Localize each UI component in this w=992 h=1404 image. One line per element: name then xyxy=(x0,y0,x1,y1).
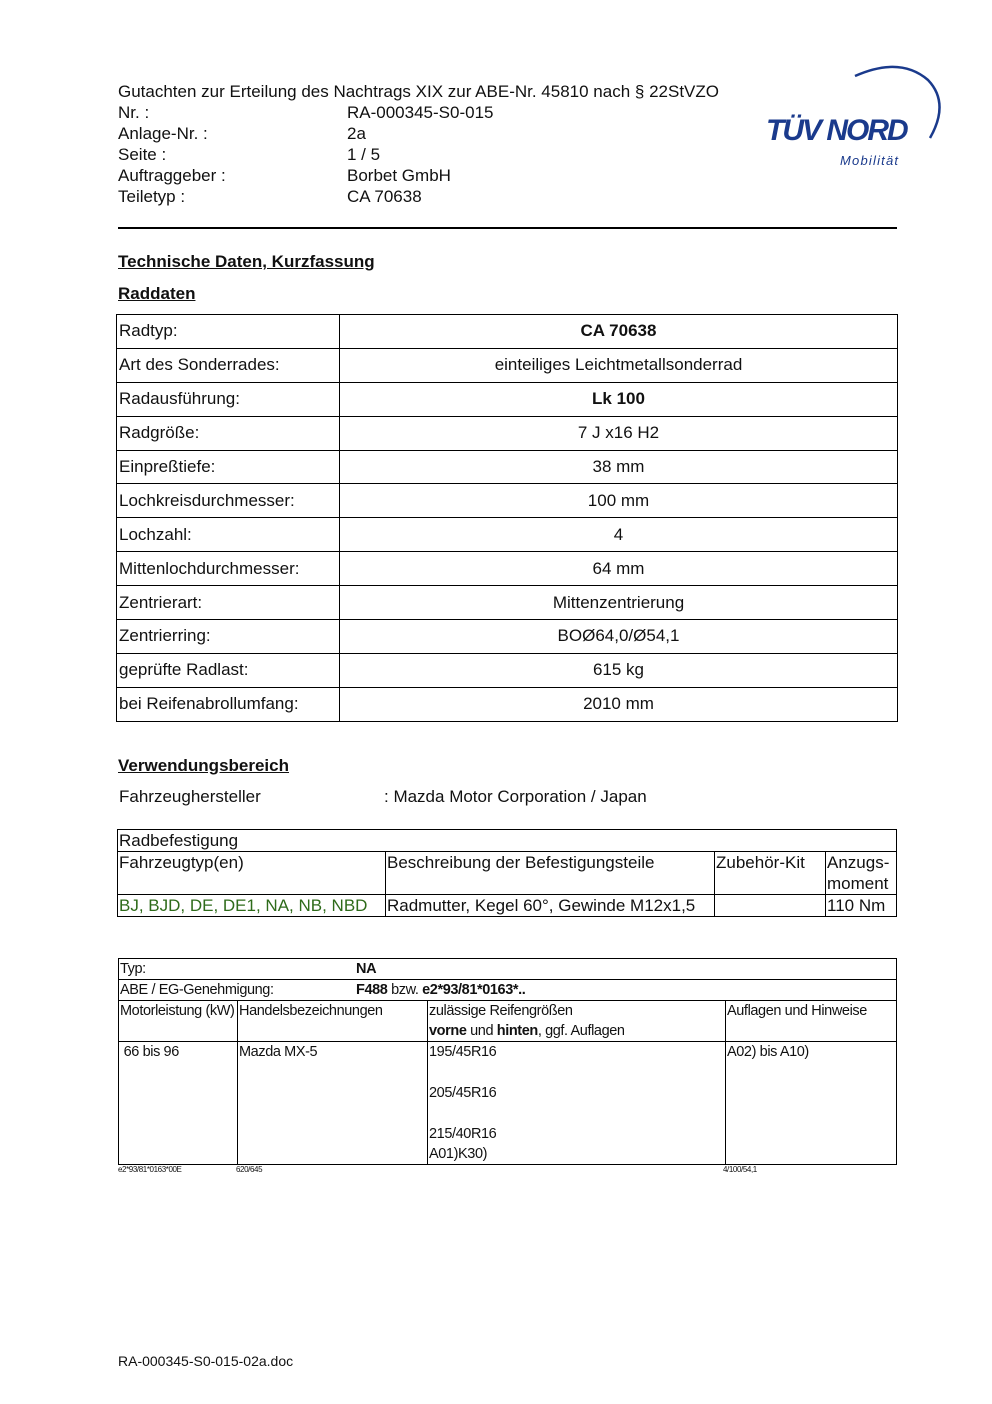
table-row xyxy=(117,518,898,552)
table-row xyxy=(118,895,897,917)
raddaten-value: Lk 100 xyxy=(340,382,898,416)
raddaten-label: Zentrierring: xyxy=(117,620,340,654)
raddaten-table xyxy=(116,314,898,722)
raddaten-label: Radausführung: xyxy=(117,382,340,416)
table-row xyxy=(117,382,898,416)
header-beschreibung: Beschreibung der Befestigungsteile xyxy=(386,852,715,895)
table-row xyxy=(119,1042,897,1165)
cell-motorleistung: 66 bis 96 xyxy=(119,1042,238,1165)
abe-value-eg: e2*93/81*0163*.. xyxy=(422,982,526,998)
raddaten-value: 4 xyxy=(340,518,898,552)
table-row xyxy=(119,959,897,980)
abe-value-mid: bzw. xyxy=(387,982,423,998)
header-auflagen: Auflagen und Hinweise xyxy=(726,1001,897,1042)
header-reifengroessen xyxy=(428,1001,726,1042)
reifen-size: 215/40R16 xyxy=(429,1126,497,1142)
header-divider xyxy=(118,227,897,229)
raddaten-label: Radgröße: xyxy=(117,416,340,450)
raddaten-value: BOØ64,0/Ø54,1 xyxy=(340,620,898,654)
radbefestigung-table xyxy=(117,829,897,917)
field-label-auftraggeber: Auftraggeber : xyxy=(118,166,226,185)
raddaten-label: Art des Sonderrades: xyxy=(117,348,340,382)
cell-zubehoer xyxy=(715,895,826,917)
raddaten-label: Zentrierart: xyxy=(117,586,340,620)
reifen-size: 205/45R16 xyxy=(429,1085,497,1101)
table-row xyxy=(117,315,898,349)
raddaten-value: 2010 mm xyxy=(340,687,898,721)
raddaten-value: 7 J x16 H2 xyxy=(340,416,898,450)
raddaten-value: CA 70638 xyxy=(340,315,898,349)
typ-row xyxy=(119,959,897,980)
raddaten-value: 100 mm xyxy=(340,484,898,518)
table-row xyxy=(117,653,898,687)
logo-brand-text: TÜV NORD xyxy=(766,114,907,147)
typ-value: NA xyxy=(356,961,377,977)
section-title: Technische Daten, Kurzfassung xyxy=(118,252,375,271)
reifen-size: 195/45R16 xyxy=(429,1044,497,1060)
table-row xyxy=(119,980,897,1001)
tuv-nord-logo xyxy=(760,58,945,173)
cell-anzugsmoment: 110 Nm xyxy=(826,895,897,917)
field-value-auftraggeber: Borbet GmbH xyxy=(347,166,451,185)
table-row xyxy=(117,586,898,620)
befestigung-title: Radbefestigung xyxy=(118,830,897,852)
field-label-seite: Seite : xyxy=(118,145,167,164)
reifen-auflagen: , ggf. Auflagen xyxy=(537,1023,625,1039)
hersteller-value: : Mazda Motor Corporation / Japan xyxy=(384,787,647,806)
field-value-seite: 1 / 5 xyxy=(347,145,381,164)
raddaten-value: 64 mm xyxy=(340,552,898,586)
abe-label: ABE / EG-Genehmigung: xyxy=(120,982,274,998)
header-zubehoer: Zubehör-Kit xyxy=(715,852,826,895)
abe-value-f488: F488 xyxy=(356,982,388,998)
raddaten-label: Einpreßtiefe: xyxy=(117,450,340,484)
verwendung-title: Verwendungsbereich xyxy=(118,756,289,775)
table-row xyxy=(117,552,898,586)
logo-sub-text: Mobilität xyxy=(840,153,900,168)
reifen-header-line2 xyxy=(429,1021,724,1041)
reifen-hinten: hinten xyxy=(496,1023,538,1039)
header-anzugsmoment: Anzugs-moment xyxy=(826,852,897,895)
table-row xyxy=(117,450,898,484)
raddaten-value: 38 mm xyxy=(340,450,898,484)
field-label-nr: Nr. : xyxy=(118,103,150,122)
table-row xyxy=(117,484,898,518)
logo-arc-icon xyxy=(760,58,945,173)
reifen-extra: A01)K30) xyxy=(429,1146,488,1162)
raddaten-label: Lochzahl: xyxy=(117,518,340,552)
header-handelsbezeichnungen: Handelsbezeichnungen xyxy=(238,1001,428,1042)
field-value-nr: RA-000345-S0-015 xyxy=(347,103,494,122)
table-row xyxy=(117,687,898,721)
footer-filename: RA-000345-S0-015-02a.doc xyxy=(118,1353,294,1369)
cell-handelsbezeichnung: Mazda MX-5 xyxy=(238,1042,428,1165)
hersteller-label: Fahrzeughersteller xyxy=(119,787,261,806)
raddaten-label: Mittenlochdurchmesser: xyxy=(117,552,340,586)
raddaten-label: geprüfte Radlast: xyxy=(117,653,340,687)
raddaten-label: Lochkreisdurchmesser: xyxy=(117,484,340,518)
header-motorleistung: Motorleistung (kW) xyxy=(119,1001,238,1042)
table-row xyxy=(117,348,898,382)
field-label-anlage: Anlage-Nr. : xyxy=(118,124,208,143)
typ-table xyxy=(118,958,897,1165)
abe-row xyxy=(119,980,897,1001)
reifen-vorne: vorne xyxy=(429,1023,467,1039)
raddaten-value: einteiliges Leichtmetallsonderrad xyxy=(340,348,898,382)
footnote-dims: 620/645 xyxy=(236,1165,263,1174)
field-value-teiletyp: CA 70638 xyxy=(347,187,422,206)
cell-reifen xyxy=(428,1042,726,1165)
field-label-teiletyp: Teiletyp : xyxy=(118,187,186,206)
field-value-anlage: 2a xyxy=(347,124,366,143)
table-row xyxy=(119,1001,897,1042)
reifen-header-line1: zulässige Reifengrößen xyxy=(429,1003,573,1019)
raddaten-title: Raddaten xyxy=(118,284,196,303)
header-fahrzeugtyp: Fahrzeugtyp(en) xyxy=(118,852,386,895)
table-row xyxy=(118,852,897,895)
raddaten-label: Radtyp: xyxy=(117,315,340,349)
table-row xyxy=(117,620,898,654)
footnote-eg: e2*93/81*0163*00E xyxy=(118,1165,182,1174)
reifen-und: und xyxy=(466,1023,497,1039)
cell-fahrzeugtypen: BJ, BJD, DE, DE1, NA, NB, NBD xyxy=(118,895,386,917)
raddaten-value: Mittenzentrierung xyxy=(340,586,898,620)
document-title: Gutachten zur Erteilung des Nachtrags XIX zur ABE-Nr. 45810 nach § 22StVZO xyxy=(118,82,719,101)
raddaten-label: bei Reifenabrollumfang: xyxy=(117,687,340,721)
raddaten-value: 615 kg xyxy=(340,653,898,687)
typ-label: Typ: xyxy=(120,961,146,977)
table-row xyxy=(118,830,897,852)
footnote-lk: 4/100/54,1 xyxy=(723,1165,757,1174)
cell-auflagen: A02) bis A10) xyxy=(726,1042,897,1165)
cell-beschreibung: Radmutter, Kegel 60°, Gewinde M12x1,5 xyxy=(386,895,715,917)
table-row xyxy=(117,416,898,450)
